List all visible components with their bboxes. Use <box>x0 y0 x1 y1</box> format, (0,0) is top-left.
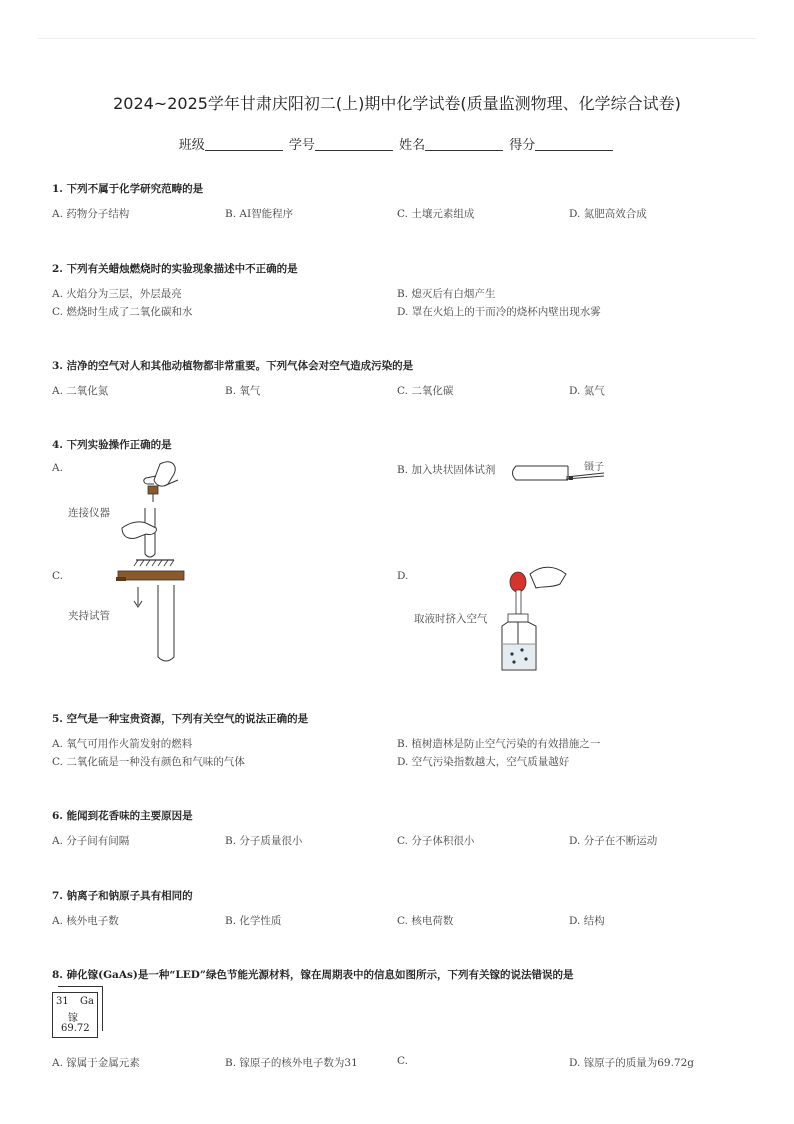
q6-option-d[interactable]: D. 分子在不断运动 <box>569 835 658 847</box>
score-label: 得分 <box>509 138 536 153</box>
q1-option-c[interactable]: C. 土壤元素组成 <box>397 208 475 220</box>
q8-option-a[interactable]: A. 镓属于金属元素 <box>52 1057 140 1069</box>
element-name: 镓 <box>68 1013 78 1024</box>
q5-option-d[interactable]: D. 空气污染指数越大，空气质量越好 <box>397 756 570 768</box>
q7-option-a[interactable]: A. 核外电子数 <box>52 915 119 927</box>
q3-option-c[interactable]: C. 二氧化碳 <box>397 385 454 397</box>
connect-apparatus-figure <box>112 458 194 568</box>
atomic-number: 31 <box>56 996 69 1007</box>
q3-option-a[interactable]: A. 二氧化氮 <box>52 385 109 397</box>
question-3-stem: 3. 洁净的空气对人和其他动植物都非常重要。下列气体会对空气造成污染的是 <box>52 360 414 372</box>
student-id-blank[interactable] <box>315 138 393 151</box>
q4a-figure-label: 连接仪器 <box>68 507 110 519</box>
student-id-label: 学号 <box>288 138 315 153</box>
question-5-stem: 5. 空气是一种宝贵资源，下列有关空气的说法正确的是 <box>52 713 309 725</box>
atomic-mass: 69.72 <box>61 1023 90 1034</box>
q2-option-c[interactable]: C. 燃烧时生成了二氧化碳和水 <box>52 306 193 318</box>
class-blank[interactable] <box>205 138 283 151</box>
question-7-stem: 7. 钠离子和钠原子具有相同的 <box>52 890 193 902</box>
q6-option-c[interactable]: C. 分子体积很小 <box>397 835 475 847</box>
q4-option-b[interactable]: B. 加入块状固体试剂 <box>397 464 496 476</box>
name-label: 姓名 <box>399 138 426 153</box>
q2-option-a[interactable]: A. 火焰分为三层，外层最亮 <box>52 288 182 300</box>
question-8-stem: 8. 砷化镓(GaAs)是一种“LED”绿色节能光源材料，镓在周期表中的信息如图所示，下列有关镓的说法错误的是 <box>52 969 574 981</box>
q4-option-c[interactable]: C. <box>52 570 63 582</box>
score-blank[interactable] <box>535 138 613 151</box>
q1-option-d[interactable]: D. 氮肥高效合成 <box>569 208 647 220</box>
dropper-figure <box>496 562 572 674</box>
question-1-stem: 1. 下列不属于化学研究范畴的是 <box>52 183 204 195</box>
q4c-figure-label: 夹持试管 <box>68 610 110 622</box>
q8-option-c[interactable]: C. <box>397 1055 408 1067</box>
q7-option-b[interactable]: B. 化学性质 <box>225 915 282 927</box>
q3-option-d[interactable]: D. 氮气 <box>569 385 605 397</box>
question-6-stem: 6. 能闻到花香味的主要原因是 <box>52 810 193 822</box>
student-info-row <box>0 134 794 153</box>
q6-option-a[interactable]: A. 分子间有间隔 <box>52 835 130 847</box>
element-symbol: Ga <box>80 996 94 1007</box>
name-blank[interactable] <box>425 138 503 151</box>
q1-option-b[interactable]: B. AI智能程序 <box>225 208 294 220</box>
page-title: 2024~2025学年甘肃庆阳初二(上)期中化学试卷(质量监测物理、化学综合试卷) <box>113 94 681 113</box>
q7-option-d[interactable]: D. 结构 <box>569 915 605 927</box>
q4-option-d[interactable]: D. <box>397 570 409 582</box>
q1-option-a[interactable]: A. 药物分子结构 <box>52 208 130 220</box>
question-2-stem: 2. 下列有关蜡烛燃烧时的实验现象描述中不正确的是 <box>52 263 298 275</box>
q5-option-b[interactable]: B. 植树造林是防止空气污染的有效措施之一 <box>397 738 601 750</box>
q2-option-b[interactable]: B. 熄灭后有白烟产生 <box>397 288 496 300</box>
q7-option-c[interactable]: C. 核电荷数 <box>397 915 454 927</box>
q4-option-a[interactable]: A. <box>52 462 63 474</box>
q8-option-d[interactable]: D. 镓原子的质量为69.72g <box>569 1057 694 1069</box>
q6-option-b[interactable]: B. 分子质量很小 <box>225 835 303 847</box>
q5-option-c[interactable]: C. 二氧化硫是一种没有颜色和气味的气体 <box>52 756 245 768</box>
q4d-figure-label: 取液时挤入空气 <box>414 613 488 625</box>
q4b-tool-label: 镊子 <box>584 462 604 473</box>
q3-option-b[interactable]: B. 氧气 <box>225 385 261 397</box>
gallium-element-cell <box>52 992 98 1038</box>
q2-option-d[interactable]: D. 罩在火焰上的干而冷的烧杯内壁出现水雾 <box>397 306 601 318</box>
q8-option-b[interactable]: B. 镓原子的核外电子数为31 <box>225 1057 358 1069</box>
header-divider <box>38 38 756 39</box>
hold-test-tube-figure <box>112 565 192 667</box>
class-label: 班级 <box>178 138 205 153</box>
question-4-stem: 4. 下列实验操作正确的是 <box>52 439 172 451</box>
add-solid-reagent-figure <box>508 460 608 488</box>
q5-option-a[interactable]: A. 氧气可用作火箭发射的燃料 <box>52 738 193 750</box>
